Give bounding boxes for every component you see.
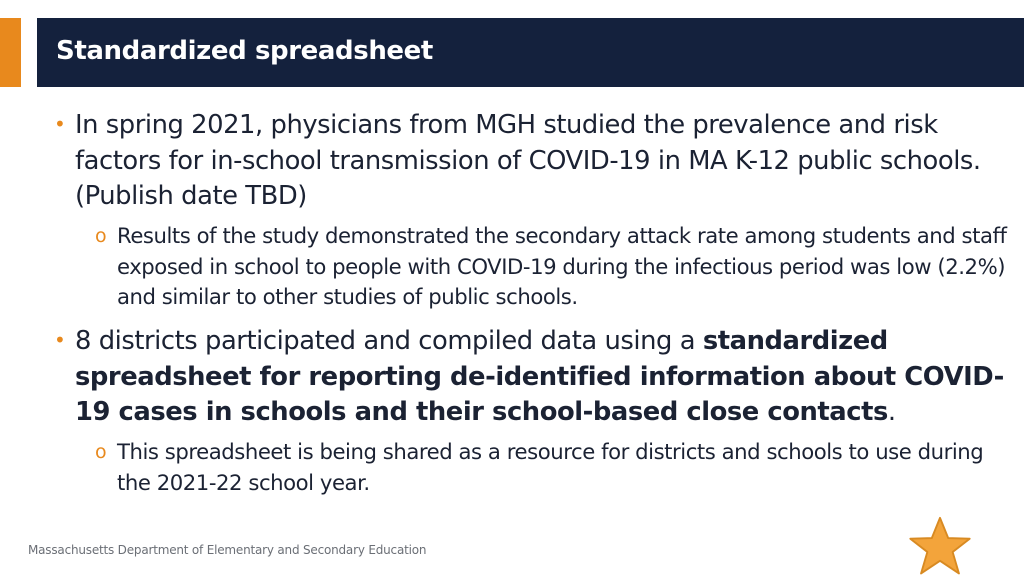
bullet-2-sub-text: This spreadsheet is being shared as a resource for districts and schools to use during the 2021-22 school year.: [117, 439, 984, 495]
accent-bar: [0, 18, 21, 87]
bullet-1-sub-text: Results of the study demonstrated the secondary attack rate among students and staff exposed in school to people with COVID-19 during the infectious period was low (2.2%) and similar to other studies of public schools.: [117, 223, 1007, 309]
star-icon: [908, 516, 972, 576]
bullet-marker: •: [54, 112, 66, 136]
bullet-2-text-bold: standardized spreadsheet for reporting de-identified information about COVID-19 cases in schools and their school-based close contacts: [75, 326, 1004, 427]
sub-bullet-marker: o: [95, 225, 107, 247]
page-title: Standardized spreadsheet: [56, 36, 433, 66]
bullet-marker: •: [54, 328, 66, 352]
footer-text: Massachusetts Department of Elementary and Secondary Education: [28, 543, 427, 557]
bullet-2-text-plain: 8 districts participated and compiled data using a: [75, 326, 703, 356]
bullet-2-text: [75, 324, 1010, 431]
sub-bullet-marker: o: [95, 441, 107, 463]
bullet-1-text: In spring 2021, physicians from MGH studied the prevalence and risk factors for in-school transmission of COVID-19 in MA K-12 public schools. (Publish date TBD): [75, 110, 981, 211]
bullet-2-text-end: .: [887, 397, 896, 427]
